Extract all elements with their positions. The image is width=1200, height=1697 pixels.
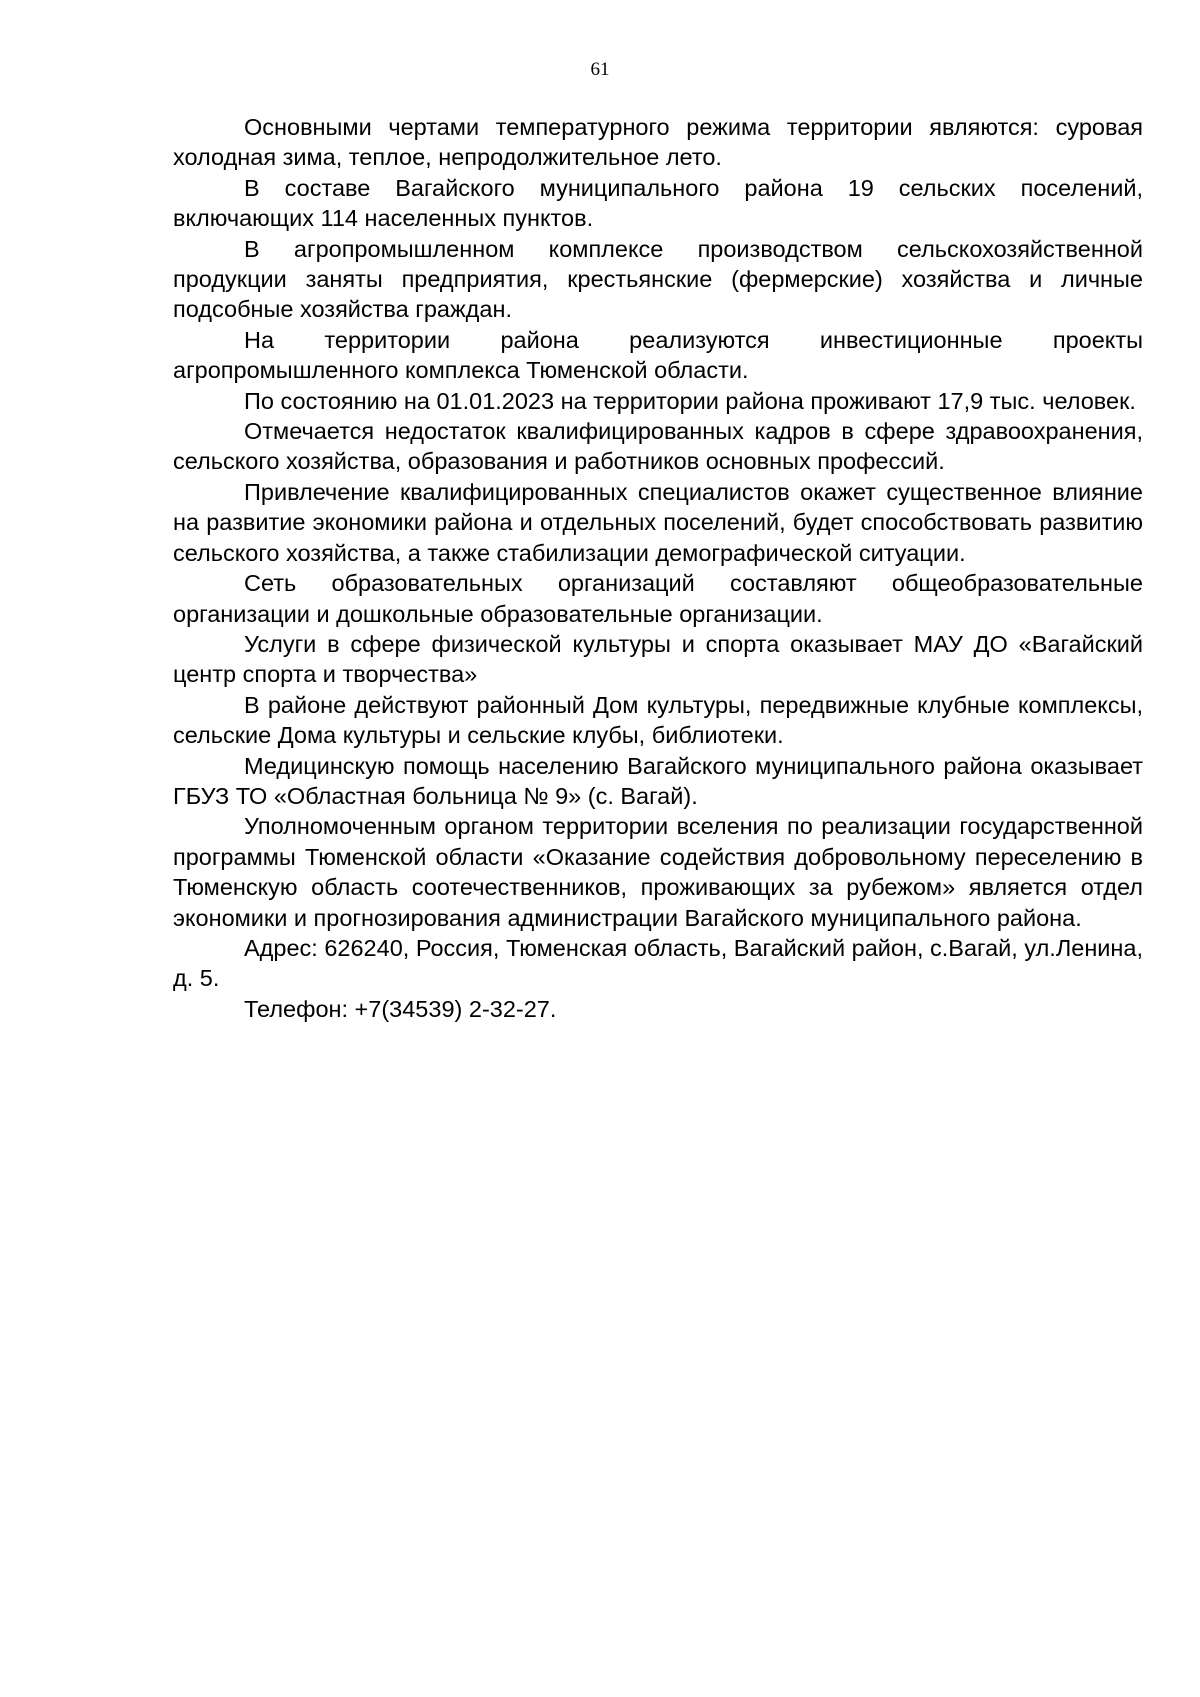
paragraph-address: Адрес: 626240, Россия, Тюменская область, Вагайский район, с.Вагай, ул.Ленина, д. 5. — [173, 934, 1143, 992]
paragraph-specialists: Привлечение квалифицированных специалистов окажет существенное влияние на развитие экономики района и отдельных поселений, будет способствовать развитию сельского хозяйства, а также стабилизации демографической ситуации. — [173, 478, 1143, 566]
document-body — [173, 112, 1143, 1024]
paragraph-authority: Уполномоченным органом территории вселения по реализации государственной программы Тюменской области «Оказание содействия добровольному переселению в Тюменскую область соотечественников, проживающих за рубежом» является отдел экономики и прогнозирования администрации Вагайского муниципального района. — [173, 813, 1143, 931]
paragraph-climate: Основными чертами температурного режима территории являются: суровая холодная зима, теплое, непродолжительное лето. — [173, 114, 1143, 171]
paragraph-settlements: В составе Вагайского муниципального района 19 сельских поселений, включающих 114 населенных пунктов. — [173, 174, 1143, 232]
paragraph-population: По состоянию на 01.01.2023 на территории района проживают 17,9 тыс. человек. — [244, 387, 1136, 414]
paragraph-staff-shortage: Отмечается недостаток квалифицированных кадров в сфере здравоохранения, сельского хозяйства, образования и работников основных профессий. — [173, 418, 1143, 475]
page-number: 61 — [590, 59, 610, 80]
paragraph-education: Сеть образовательных организаций составляют общеобразовательные организации и дошкольные образовательные организации. — [173, 570, 1143, 627]
paragraph-agro-complex: В агропромышленном комплексе производством сельскохозяйственной продукции заняты предприятия, крестьянские (фермерские) хозяйства и личные подсобные хозяйства граждан. — [173, 235, 1143, 323]
paragraph-sports: Услуги в сфере физической культуры и спорта оказывает МАУ ДО «Вагайский центр спорта и творчества» — [173, 630, 1143, 688]
paragraph-culture: В районе действуют районный Дом культуры, передвижные клубные комплексы, сельские Дома культуры и сельские клубы, библиотеки. — [173, 691, 1143, 749]
paragraph-investment: На территории района реализуются инвестиционные проекты агропромышленного комплекса Тюменской области. — [173, 326, 1143, 384]
paragraph-phone: Телефон: +7(34539) 2-32-27. — [244, 995, 557, 1022]
paragraph-medical: Медицинскую помощь населению Вагайского муниципального района оказывает ГБУЗ ТО «Областная больница № 9» (с. Вагай). — [173, 752, 1143, 809]
